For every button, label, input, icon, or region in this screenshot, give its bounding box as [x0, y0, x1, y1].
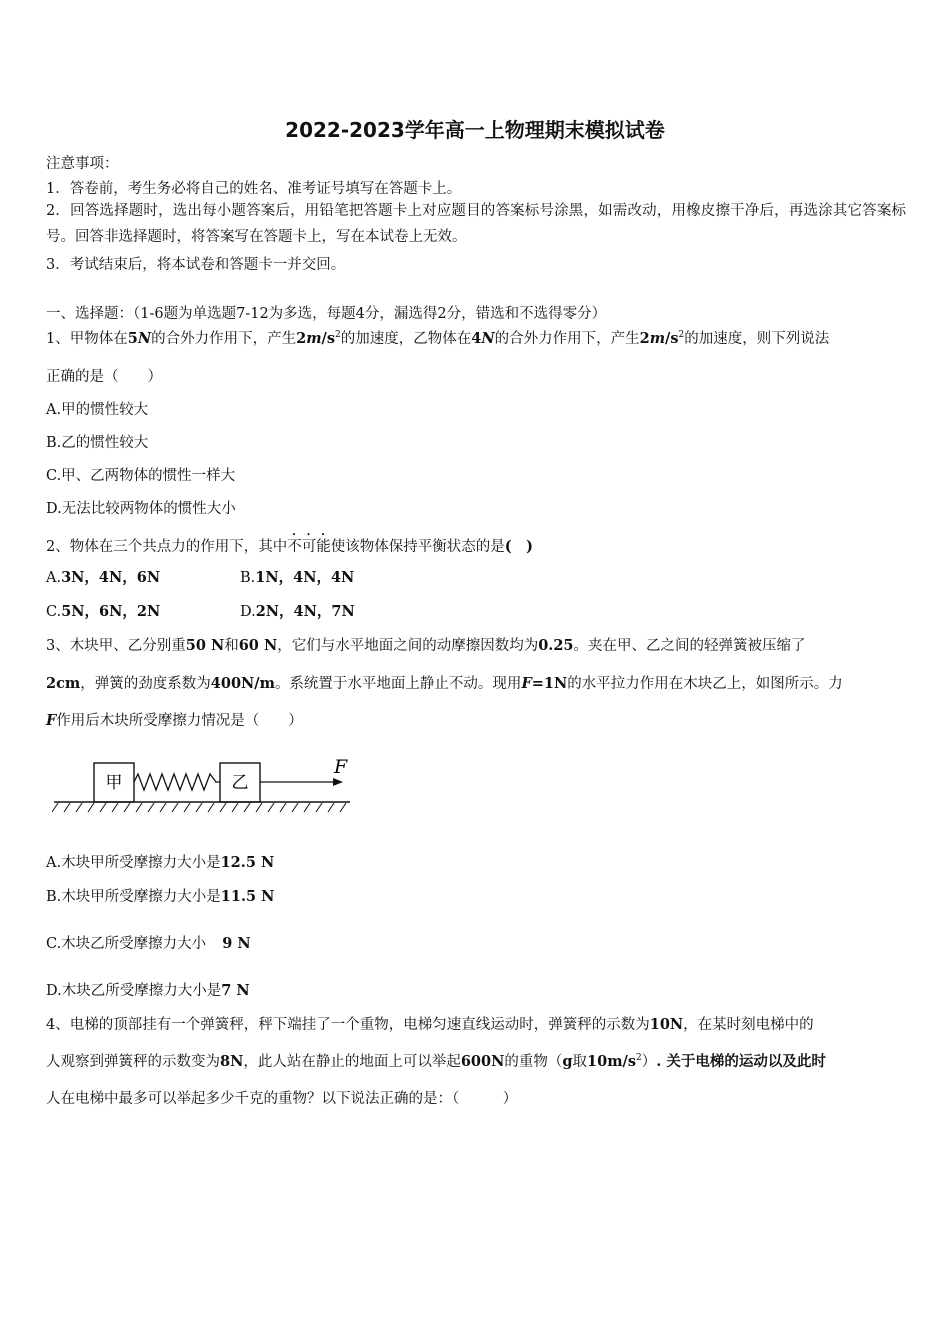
- section-heading: 一、选择题：（1-6题为单选题7-12为多选，每题4分，漏选得2分，错选和不选得零分）: [46, 306, 607, 322]
- q3-stem-line3: F作用后木块所受摩擦力情况是（ ）: [46, 712, 303, 729]
- q3-stem-line2: 2cm，弹簧的劲度系数为400N/m。系统置于水平地面上静止不动。现用F=1N的水平拉力作用在木块乙上，如图所示。力: [46, 675, 843, 692]
- q3-option-b: B.木块甲所受摩擦力大小是11.5 N: [46, 888, 275, 905]
- q4-stem-line3: 人在电梯中最多可以举起多少千克的重物？以下说法正确的是：（ ）: [46, 1091, 518, 1107]
- q3-option-d: D.木块乙所受摩擦力大小是7 N: [46, 982, 250, 999]
- block-jia-label: 甲: [105, 773, 123, 793]
- q2-option-a: A.3N，4N，6N: [46, 569, 161, 586]
- notice-item-3: 3．考试结束后，将本试卷和答题卡一并交回。: [46, 257, 346, 273]
- q1-stem-line2: 正确的是（ ）: [46, 369, 162, 385]
- spring-block-diagram: [52, 755, 362, 815]
- force-arrowhead: [333, 778, 343, 786]
- q2-option-d: D.2N，4N，7N: [240, 603, 355, 620]
- notice-item-2: 2．回答选择题时，选出每小题答案后，用铅笔把答题卡上对应题目的答案标号涂黑，如需改动，用橡皮擦干净后，再选涂其它答案标号。回答非选择题时，将答案写在答题卡上，写在本试卷上无效。: [46, 203, 906, 245]
- q3-option-c: C.木块乙所受摩擦力大小 9 N: [46, 935, 251, 952]
- q2-options-row1: [46, 566, 160, 587]
- notice-heading: 注意事项：: [46, 156, 119, 172]
- q4-stem-line1: 4、电梯的顶部挂有一个弹簧秤，秤下端挂了一个重物，电梯匀速直线运动时，弹簧秤的示数为10N，在某时刻电梯中的: [46, 1016, 814, 1033]
- q1-stem-line1: 1、甲物体在5N的合外力作用下，产生$2m/s^2$的加速度，乙物体在4N的合外力作用下，产生$2m/s^2$的加速度，则下列说法: [46, 330, 830, 347]
- notice-item-1: 1．答卷前，考生务必将自己的姓名、准考证号填写在答题卡上。: [46, 181, 462, 197]
- block-yi-label: 乙: [231, 773, 249, 793]
- ground-hatching: [52, 803, 346, 812]
- q4-stem-line2: 人观察到弹簧秤的示数变为8N，此人站在静止的地面上可以举起600N的重物（g取$10m/s^2$）. 关于电梯的运动以及此时: [46, 1053, 826, 1070]
- spring: [134, 774, 220, 790]
- q2-option-b: B.1N，4N，4N: [240, 569, 355, 586]
- q1-option-d: D.无法比较两物体的惯性大小: [46, 501, 236, 517]
- q1-option-a: A.甲的惯性较大: [46, 402, 149, 418]
- page-title: 2022-2023学年高一上物理期末模拟试卷: [285, 118, 665, 142]
- force-label: F: [334, 756, 348, 778]
- q1-option-c: C.甲、乙两物体的惯性一样大: [46, 468, 236, 484]
- q1-option-b: B.乙的惯性较大: [46, 435, 149, 451]
- q2-option-c: C.5N，6N，2N: [46, 603, 161, 620]
- q2-stem: 2、物体在三个共点力的作用下，其中不可能使该物体保持平衡状态的是( ): [46, 538, 533, 555]
- q3-stem-line1: 3、木块甲、乙分别重50 N和60 N，它们与水平地面之间的动摩擦因数均为0.25。夹在甲、乙之间的轻弹簧被压缩了: [46, 637, 806, 654]
- q3-option-a: A.木块甲所受摩擦力大小是12.5 N: [46, 854, 275, 871]
